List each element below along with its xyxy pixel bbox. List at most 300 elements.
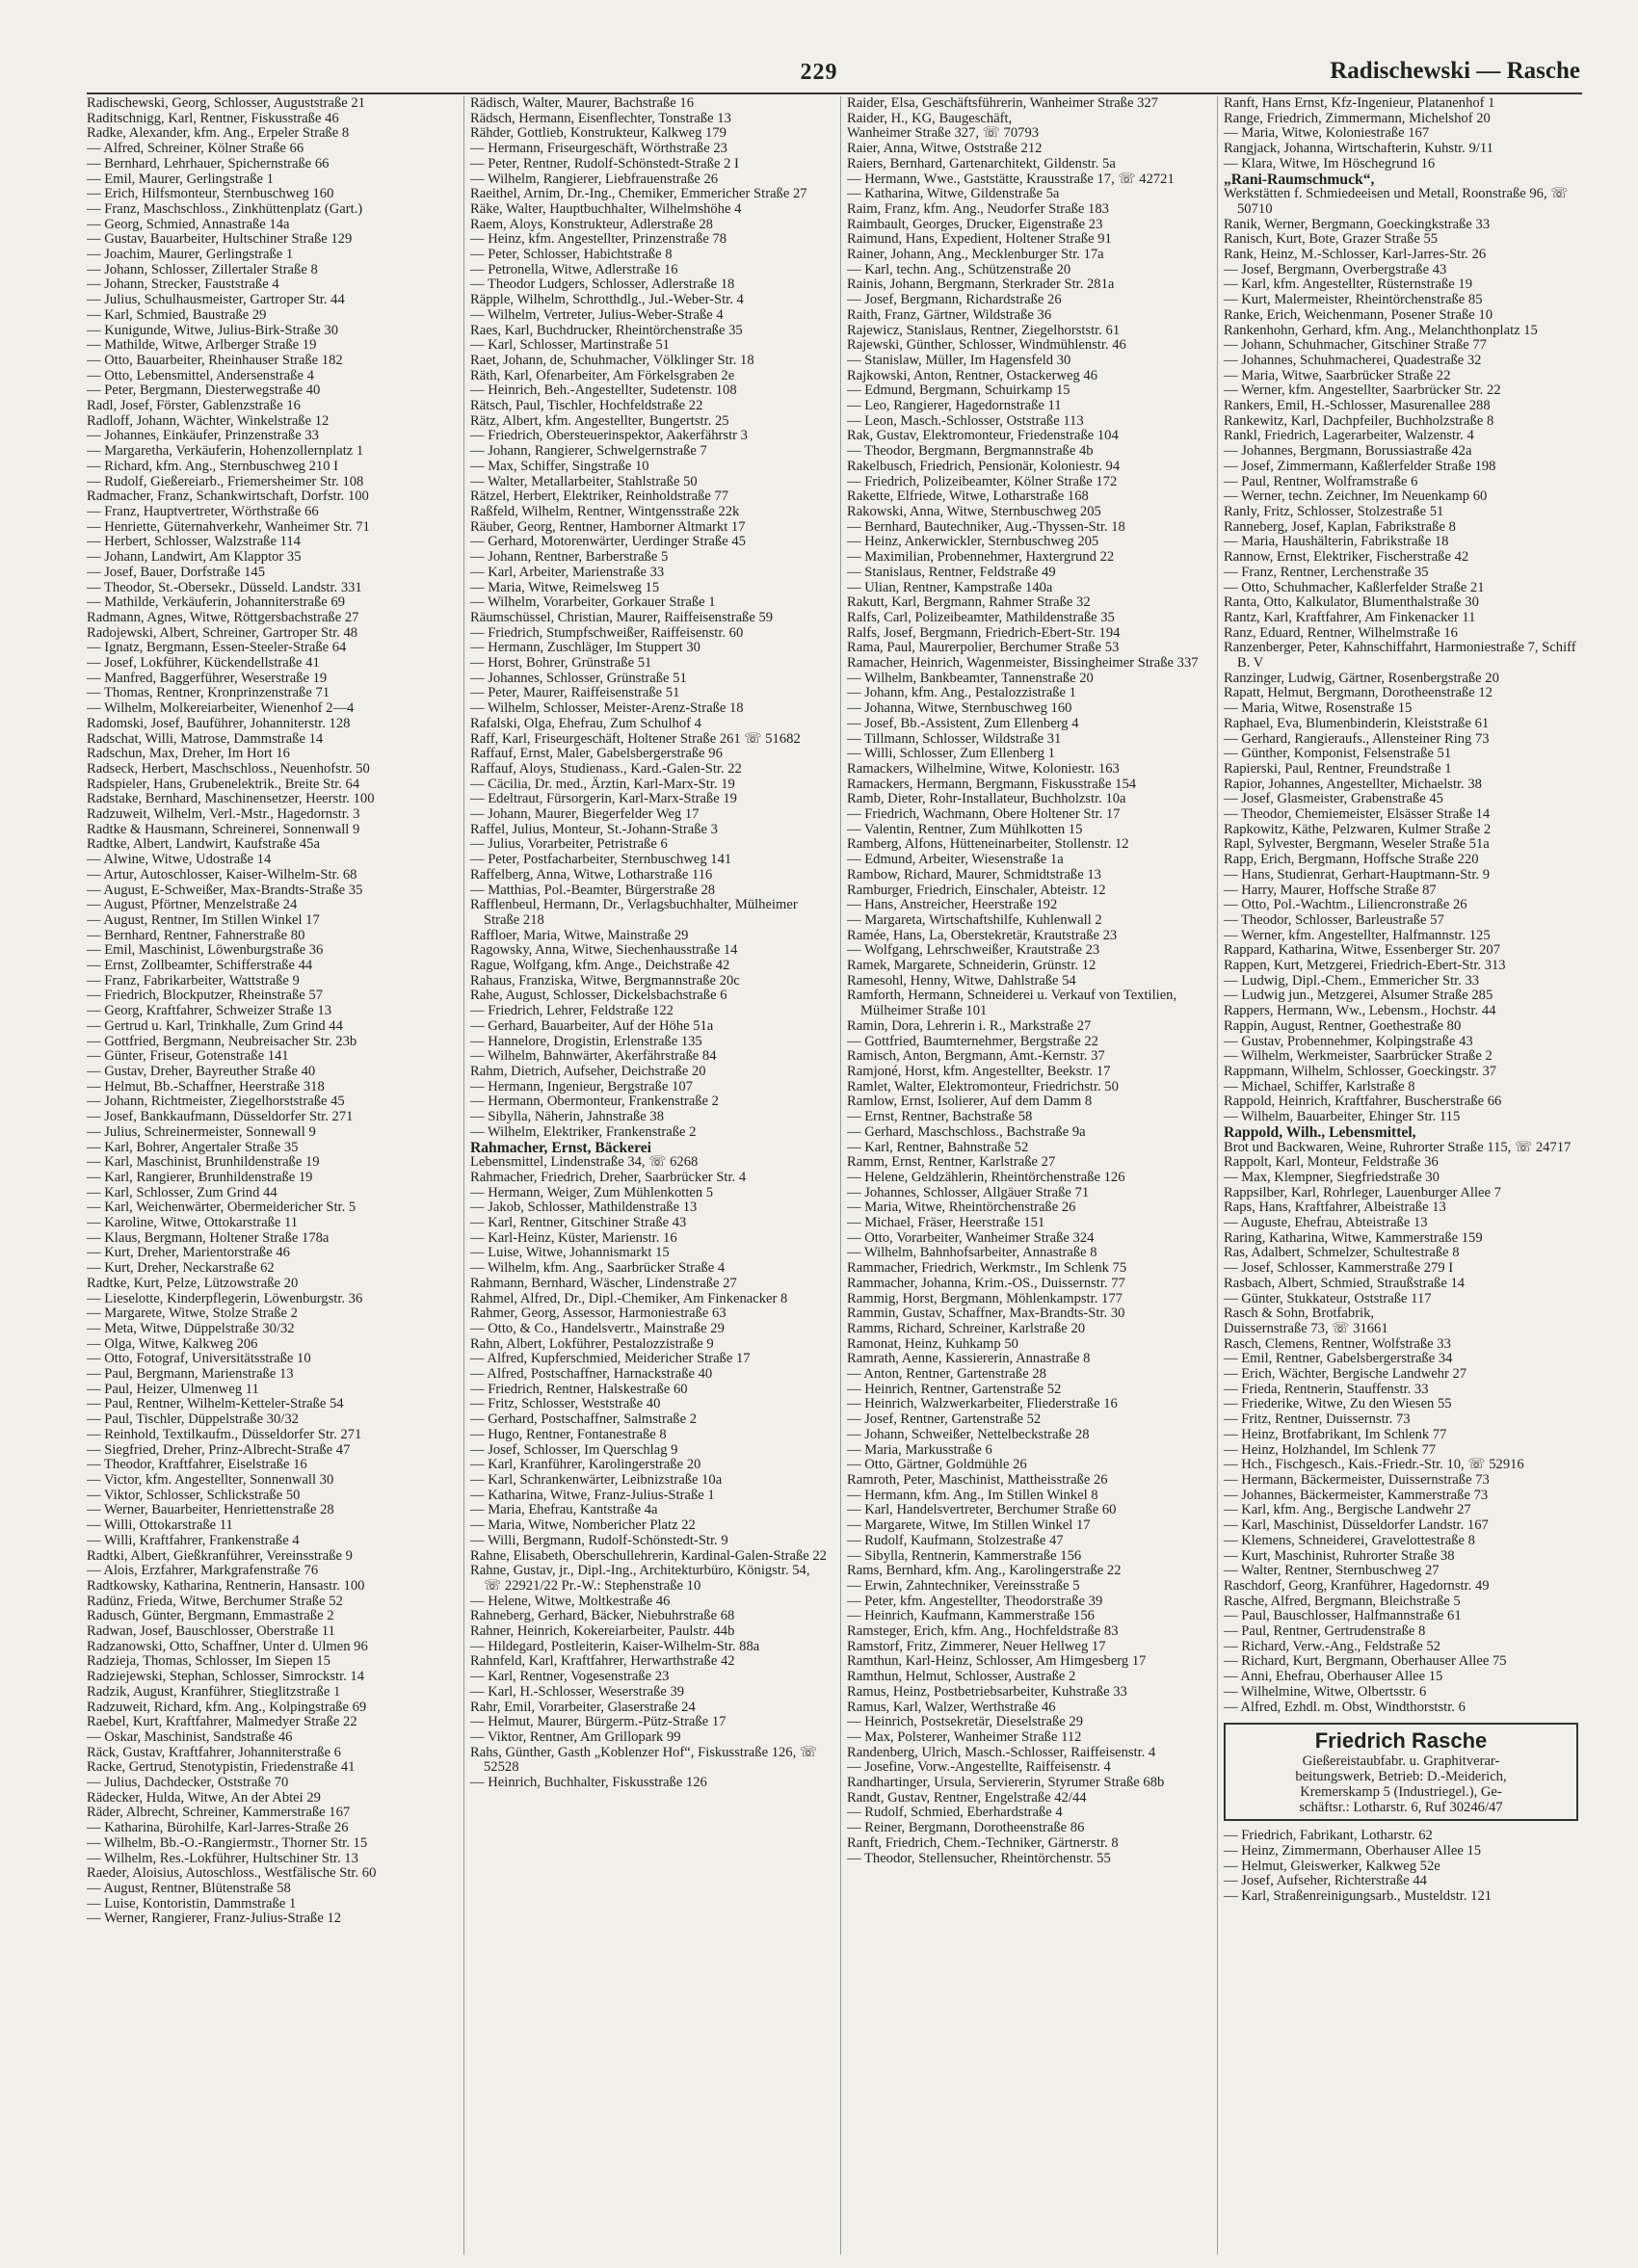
directory-entry: — Heinrich, Kaufmann, Kammerstraße 156 bbox=[847, 1608, 1095, 1624]
directory-entry: — Josef, Schlosser, Im Querschlag 9 bbox=[470, 1441, 678, 1458]
directory-entry: — Hermann, Ingenieur, Bergstraße 107 bbox=[470, 1078, 693, 1094]
directory-entry: Rahner, Heinrich, Kokereiarbeiter, Paulstr. 44b bbox=[470, 1623, 735, 1640]
directory-entry: Rafalski, Olga, Ehefrau, Zum Schulhof 4 bbox=[470, 715, 701, 731]
directory-entry: Ramforth, Hermann, Schneiderei u. Verkauf von Textilien, Mülheimer Straße 101 bbox=[847, 988, 1177, 1019]
directory-entry: — Heinrich, Buchhalter, Fiskusstraße 126 bbox=[470, 1775, 707, 1791]
directory-entry: „Rani-Raumschmuck“, bbox=[1224, 171, 1375, 188]
directory-entry: — Karl, Schmied, Baustraße 29 bbox=[87, 306, 267, 323]
directory-entry: Radke, Alexander, kfm. Ang., Erpeler Straße 8 bbox=[87, 125, 350, 142]
directory-entry: — Henriette, Güternahverkehr, Wanheimer Str. 71 bbox=[87, 518, 370, 535]
directory-entry: Rappin, August, Rentner, Goethestraße 80 bbox=[1224, 1017, 1462, 1034]
directory-entry: — Josef, Glasmeister, Grabenstraße 45 bbox=[1224, 791, 1443, 807]
directory-entry: Raes, Karl, Buchdrucker, Rheintörchenstraße 35 bbox=[470, 322, 743, 338]
directory-entry: Randhartinger, Ursula, Serviererin, Styrumer Straße 68b bbox=[847, 1775, 1165, 1791]
directory-entry: Rappold, Wilh., Lebensmittel, bbox=[1224, 1123, 1416, 1141]
directory-entry: Lebensmittel, Lindenstraße 34, ☏ 6268 bbox=[470, 1154, 699, 1171]
directory-entry: Rasch & Sohn, Brotfabrik, bbox=[1224, 1305, 1375, 1322]
directory-entry: — Gerhard, Rangieraufs., Allensteiner Ring 73 bbox=[1224, 730, 1490, 747]
directory-entry: Rajewicz, Stanislaus, Rentner, Ziegelhorststr. 61 bbox=[847, 322, 1121, 338]
directory-entry: — Heinz, Holzhandel, Im Schlenk 77 bbox=[1224, 1441, 1437, 1458]
directory-entry: Radl, Josef, Förster, Gablenzstraße 16 bbox=[87, 398, 301, 414]
directory-entry: — Theodor, Bergmann, Bergmannstraße 4b bbox=[847, 443, 1094, 460]
directory-entry: — Victor, kfm. Angestellter, Sonnenwall 30 bbox=[87, 1471, 334, 1488]
advertisement-box bbox=[1224, 1723, 1578, 1821]
directory-entry: Rätzel, Herbert, Elektriker, Reinholdstraße 77 bbox=[470, 488, 729, 505]
directory-entry: — Michael, Fräser, Heerstraße 151 bbox=[847, 1215, 1045, 1231]
directory-entry: Radmann, Agnes, Witwe, Röttgersbachstraße 27 bbox=[87, 609, 359, 625]
directory-entry: — Stanislaus, Rentner, Feldstraße 49 bbox=[847, 564, 1056, 580]
directory-entry: — Günther, Komponist, Felsenstraße 51 bbox=[1224, 746, 1452, 762]
directory-entry: — Günter, Stukkateur, Oststraße 117 bbox=[1224, 1290, 1432, 1306]
directory-entry: — Edeltraut, Fürsorgerin, Karl-Marx-Straße 19 bbox=[470, 791, 737, 807]
directory-entry: — Hch., Fischgesch., Kais.-Friedr.-Str. 10, ☏ 52916 bbox=[1224, 1457, 1524, 1473]
directory-entry: Raps, Hans, Kraftfahrer, Albeistraße 13 bbox=[1224, 1200, 1446, 1216]
directory-entry: Rahmel, Alfred, Dr., Dipl.-Chemiker, Am Finkenacker 8 bbox=[470, 1290, 788, 1306]
directory-entry: — Katharina, Bürohilfe, Karl-Jarres-Straße 26 bbox=[87, 1820, 349, 1836]
directory-entry: — Karl-Heinz, Küster, Marienstr. 16 bbox=[470, 1229, 677, 1246]
directory-entry: — Gerhard, Motorenwärter, Uerdinger Straße 45 bbox=[470, 534, 746, 550]
directory-entry: Rahnfeld, Karl, Kraftfahrer, Herwarthstraße 42 bbox=[470, 1653, 735, 1670]
directory-entry: — Lieselotte, Kinderpflegerin, Löwenburgstr. 36 bbox=[87, 1290, 363, 1306]
directory-entry: — Paul, Bauschlosser, Halfmannstraße 61 bbox=[1224, 1608, 1462, 1624]
directory-entry: Radtke, Kurt, Pelze, Lützowstraße 20 bbox=[87, 1275, 299, 1291]
directory-entry: — Theodor, St.-Obersekr., Düsseld. Landstr. 331 bbox=[87, 579, 362, 595]
directory-entry: Rahe, August, Schlosser, Dickelsbachstraße 6 bbox=[470, 988, 727, 1004]
directory-entry: — Alfred, Ezhdl. m. Obst, Windthorststr. 6 bbox=[1224, 1699, 1466, 1715]
directory-entry: Ramthun, Karl-Heinz, Schlosser, Am Himgesberg 17 bbox=[847, 1653, 1147, 1670]
directory-entry: Ramthun, Helmut, Schlosser, Austraße 2 bbox=[847, 1669, 1076, 1685]
directory-entry: Randt, Gustav, Rentner, Engelstraße 42/44 bbox=[847, 1789, 1087, 1806]
directory-entry: — Wilhelm, Vertreter, Julius-Weber-Straße 4 bbox=[470, 306, 724, 323]
directory-entry: — Mathilde, Verkäuferin, Johanniterstraße 69 bbox=[87, 594, 346, 611]
directory-entry: — Peter, kfm. Angestellter, Theodorstraße 39 bbox=[847, 1593, 1103, 1609]
directory-entry: — Johann, Strecker, Fauststraße 4 bbox=[87, 277, 279, 293]
directory-entry: Rapl, Sylvester, Bergmann, Weseler Straße 51a bbox=[1224, 836, 1490, 853]
directory-entry: Rajewski, Günther, Schlosser, Windmühlenstr. 46 bbox=[847, 337, 1126, 354]
directory-entry: Ramackers, Hermann, Bergmann, Fiskusstraße 154 bbox=[847, 776, 1137, 792]
directory-entry: — Peter, Bergmann, Diesterwegstraße 40 bbox=[87, 382, 321, 399]
directory-entry: — Matthias, Pol.-Beamter, Bürgerstraße 28 bbox=[470, 882, 716, 898]
directory-entry: — Franz, Maschschloss., Zinkhüttenplatz (Gart.) bbox=[87, 200, 363, 217]
directory-entry: — Josef, Bergmann, Overbergstraße 43 bbox=[1224, 261, 1447, 277]
directory-entry: Rahmann, Bernhard, Wäscher, Lindenstraße 27 bbox=[470, 1275, 737, 1291]
directory-entry: Raeithel, Arnim, Dr.-Ing., Chemiker, Emmericher Straße 27 bbox=[470, 186, 807, 202]
directory-entry: — Sibylla, Näherin, Jahnstraße 38 bbox=[470, 1109, 665, 1125]
directory-entry: Raith, Franz, Gärtner, Wildstraße 36 bbox=[847, 306, 1052, 323]
directory-entry: Rahm, Dietrich, Aufseher, Deichstraße 20 bbox=[470, 1064, 706, 1079]
directory-entry: Räke, Walter, Hauptbuchhalter, Wilhelmshöhe 4 bbox=[470, 200, 742, 217]
directory-entry: Ranke, Erich, Weichenmann, Posener Straße 10 bbox=[1224, 306, 1493, 323]
directory-entry: Ras, Adalbert, Schmelzer, Schultestraße 8 bbox=[1224, 1245, 1460, 1261]
directory-entry: Ramin, Dora, Lehrerin i. R., Markstraße 27 bbox=[847, 1017, 1092, 1034]
directory-entry: Rahn, Albert, Lokführer, Pestalozzistraße 9 bbox=[470, 1335, 714, 1352]
header-rule bbox=[87, 92, 1582, 94]
directory-entry: Raimbault, Georges, Drucker, Eigenstraße 23 bbox=[847, 216, 1103, 232]
directory-entry: Rammacher, Johanna, Krim.-OS., Duissernstr. 77 bbox=[847, 1275, 1125, 1291]
directory-entry: — Klaus, Bergmann, Holtener Straße 178a bbox=[87, 1229, 330, 1246]
directory-entry: — Kurt, Dreher, Neckarstraße 62 bbox=[87, 1260, 275, 1277]
directory-entry: — Wilhelm, Molkereiarbeiter, Wienenhof 2—4 bbox=[87, 700, 355, 717]
directory-entry: — Johann, Landwirt, Am Klapptor 35 bbox=[87, 549, 302, 566]
directory-entry: — Josef, Schlosser, Kammerstraße 279 I bbox=[1224, 1260, 1454, 1277]
directory-entry: — Johannes, Schlosser, Grünstraße 51 bbox=[470, 670, 687, 686]
directory-entry: — Gertrud u. Karl, Trinkhalle, Zum Grind 44 bbox=[87, 1017, 343, 1034]
directory-entry: — Richard, Verw.-Ang., Feldstraße 52 bbox=[1224, 1638, 1440, 1654]
directory-entry: — Johannes, Schuhmacherei, Quadestraße 32 bbox=[1224, 352, 1482, 368]
directory-entry: — Gerhard, Maschschloss., Bachstraße 9a bbox=[847, 1123, 1086, 1140]
directory-entry: — Wilhelm, Vorarbeiter, Gorkauer Straße 1 bbox=[470, 594, 716, 611]
directory-entry: — Alfred, Schreiner, Kölner Straße 66 bbox=[87, 141, 304, 157]
directory-entry: — Helmut, Bb.-Schaffner, Heerstraße 318 bbox=[87, 1078, 325, 1094]
page-number: 229 bbox=[800, 60, 838, 85]
directory-entry: — Karl, Schlosser, Martinstraße 51 bbox=[470, 337, 670, 354]
directory-entry: Raier, Anna, Witwe, Oststraße 212 bbox=[847, 141, 1043, 157]
running-head: Radischewski — Rasche bbox=[1330, 58, 1580, 84]
directory-entry: Ramek, Margarete, Schneiderin, Grünstr. 12 bbox=[847, 958, 1096, 974]
directory-entry: — Wilhelm, Bankbeamter, Tannenstraße 20 bbox=[847, 670, 1094, 686]
directory-entry: — Karl, Arbeiter, Marienstraße 33 bbox=[470, 564, 665, 580]
directory-entry: — Franz, Rentner, Lerchenstraße 35 bbox=[1224, 564, 1429, 580]
directory-entry: — Julius, Schreinermeister, Sonnewall 9 bbox=[87, 1123, 316, 1140]
directory-entry: — Maria, Witwe, Rosenstraße 15 bbox=[1224, 700, 1413, 717]
directory-entry: — Kurt, Maschinist, Ruhrorter Straße 38 bbox=[1224, 1547, 1455, 1564]
directory-entry: — Josefine, Vorw.-Angestellte, Raiffeisenstr. 4 bbox=[847, 1759, 1111, 1776]
directory-entry: Ramberg, Alfons, Hütteneinarbeiter, Stollenstr. 12 bbox=[847, 836, 1129, 853]
directory-entry: — Karl, Handelsvertreter, Berchumer Straße 60 bbox=[847, 1502, 1117, 1518]
directory-entry: — Hugo, Rentner, Fontanestraße 8 bbox=[470, 1426, 667, 1442]
directory-entry: — Friedrich, Rentner, Halskestraße 60 bbox=[470, 1381, 688, 1397]
directory-entry: — Hildegard, Postleiterin, Kaiser-Wilhelm-Str. 88a bbox=[470, 1638, 760, 1654]
directory-entry: Radtke, Albert, Landwirt, Kaufstraße 45a bbox=[87, 836, 320, 853]
directory-entry: — Helene, Geldzählerin, Rheintörchenstraße 126 bbox=[847, 1169, 1125, 1185]
directory-entry: Ramjoné, Horst, kfm. Angestellter, Beekstr. 17 bbox=[847, 1064, 1111, 1079]
directory-entry: Rafflenbeul, Hermann, Dr., Verlagsbuchhalter, Mülheimer Straße 218 bbox=[470, 897, 798, 928]
directory-entry: Ramée, Hans, La, Oberstekretär, Krautstraße 23 bbox=[847, 927, 1118, 943]
directory-entry: — Auguste, Ehefrau, Abteistraße 13 bbox=[1224, 1215, 1428, 1231]
advertisement-line: Gießereistaubfabr. u. Graphitverar- bbox=[1302, 1754, 1500, 1770]
column-1 bbox=[87, 96, 452, 2255]
directory-entry: — Reinhold, Textilkaufm., Düsseldorfer Str. 271 bbox=[87, 1426, 362, 1442]
directory-entry: Rakelbusch, Friedrich, Pensionär, Koloniestr. 94 bbox=[847, 458, 1121, 474]
directory-entry: — Theodor Ludgers, Schlosser, Adlerstraße 18 bbox=[470, 277, 735, 293]
directory-entry: Raffelberg, Anna, Witwe, Lotharstraße 116 bbox=[470, 866, 713, 883]
directory-entry: — Edmund, Arbeiter, Wiesenstraße 1a bbox=[847, 852, 1064, 868]
directory-entry: — Valentin, Rentner, Zum Mühlkotten 15 bbox=[847, 821, 1083, 837]
directory-entry: — Paul, Heizer, Ulmenweg 11 bbox=[87, 1381, 259, 1397]
directory-entry: — Ernst, Zollbeamter, Schifferstraße 44 bbox=[87, 958, 313, 974]
directory-entry: — Franz, Fabrikarbeiter, Wattstraße 9 bbox=[87, 972, 300, 989]
directory-entry: — Maria, Witwe, Saarbrücker Straße 22 bbox=[1224, 367, 1451, 383]
directory-entry: — Willi, Ottokarstraße 11 bbox=[87, 1517, 233, 1534]
directory-entry: — Sibylla, Rentnerin, Kammerstraße 156 bbox=[847, 1547, 1082, 1564]
directory-entry: — Leon, Masch.-Schlosser, Oststraße 113 bbox=[847, 412, 1084, 429]
column-2 bbox=[463, 96, 829, 2255]
directory-entry: — Helmut, Gleiswerker, Kalkweg 52e bbox=[1224, 1858, 1440, 1874]
directory-entry: — Gustav, Bauarbeiter, Hultschiner Straße 129 bbox=[87, 231, 353, 248]
directory-entry: — Karl, Bohrer, Angertaler Straße 35 bbox=[87, 1139, 299, 1155]
directory-entry: Ranta, Otto, Kalkulator, Blumenthalstraße 30 bbox=[1224, 594, 1479, 611]
directory-entry: Ranft, Friedrich, Chem.-Techniker, Gärtnerstr. 8 bbox=[847, 1834, 1119, 1851]
directory-entry: — Werner, Rangierer, Franz-Julius-Straße 12 bbox=[87, 1911, 342, 1927]
directory-entry: Raebel, Kurt, Kraftfahrer, Malmedyer Straße 22 bbox=[87, 1714, 357, 1730]
directory-entry: Ramrath, Aenne, Kassiererin, Annastraße 8 bbox=[847, 1351, 1091, 1367]
directory-entry: Radwan, Josef, Bauschlosser, Oberstraße 11 bbox=[87, 1623, 335, 1640]
directory-entry: Ramacher, Heinrich, Wagenmeister, Bissingheimer Straße 337 bbox=[847, 655, 1199, 672]
directory-entry: — Max, Polsterer, Wanheimer Straße 112 bbox=[847, 1728, 1082, 1745]
directory-entry: — Josef, Bankkaufmann, Düsseldorfer Str. 271 bbox=[87, 1109, 354, 1125]
directory-entry: Räuber, Georg, Rentner, Hamborner Altmarkt 17 bbox=[470, 518, 746, 535]
directory-entry: — Karl, Maschinist, Düsseldorfer Landstr. 167 bbox=[1224, 1517, 1489, 1534]
directory-entry: Raet, Johann, de, Schuhmacher, Völklinger Str. 18 bbox=[470, 352, 754, 368]
directory-entry: Rague, Wolfgang, kfm. Ange., Deichstraße 42 bbox=[470, 958, 730, 974]
directory-entry: Rannow, Ernst, Elektriker, Fischerstraße 42 bbox=[1224, 549, 1469, 566]
directory-entry: Rapp, Erich, Bergmann, Hoffsche Straße 220 bbox=[1224, 852, 1479, 868]
directory-entry: — Tillmann, Schlosser, Wildstraße 31 bbox=[847, 730, 1062, 747]
directory-entry: — Emil, Maschinist, Löwenburgstraße 36 bbox=[87, 942, 324, 959]
directory-entry: Radzik, August, Kranführer, Stieglitzstraße 1 bbox=[87, 1683, 341, 1700]
directory-entry: — Harry, Maurer, Hoffsche Straße 87 bbox=[1224, 882, 1437, 898]
directory-entry: Ramstorf, Fritz, Zimmerer, Neuer Hellweg 17 bbox=[847, 1638, 1106, 1654]
directory-entry: — Karl, kfm. Angestellter, Rüsternstraße 19 bbox=[1224, 277, 1472, 293]
directory-entry: — Margarete, Witwe, Stolze Straße 2 bbox=[87, 1305, 298, 1322]
directory-entry: Radmacher, Franz, Schankwirtschaft, Dorfstr. 100 bbox=[87, 488, 369, 505]
directory-entry: — Olga, Witwe, Kalkweg 206 bbox=[87, 1335, 258, 1352]
directory-entry: Radojewski, Albert, Schreiner, Gartroper Str. 48 bbox=[87, 624, 358, 641]
directory-entry: — Kurt, Malermeister, Rheintörchenstraße 85 bbox=[1224, 292, 1483, 308]
directory-entry: Wanheimer Straße 327, ☏ 70793 bbox=[847, 125, 1040, 142]
directory-entry: Rangjack, Johanna, Wirtschafterin, Kuhstr. 9/11 bbox=[1224, 141, 1493, 157]
directory-entry: Räder, Albrecht, Schreiner, Kammerstraße 167 bbox=[87, 1805, 351, 1821]
directory-entry: Rapior, Johannes, Angestellter, Michaelstr. 38 bbox=[1224, 776, 1482, 792]
directory-entry: — Bernhard, Bautechniker, Aug.-Thyssen-Str. 18 bbox=[847, 518, 1125, 535]
directory-entry: — Johann, Rentner, Barberstraße 5 bbox=[470, 549, 669, 566]
directory-entry: Rambow, Richard, Maurer, Schmidtstraße 13 bbox=[847, 866, 1101, 883]
directory-entry: — Heinz, kfm. Angestellter, Prinzenstraße 78 bbox=[470, 231, 727, 248]
directory-entry: Raffauf, Ernst, Maler, Gabelsbergerstraße 96 bbox=[470, 746, 723, 762]
directory-entry: — Otto, Vorarbeiter, Wanheimer Straße 324 bbox=[847, 1229, 1095, 1246]
directory-entry: — Margareta, Wirtschaftshilfe, Kuhlenwall 2 bbox=[847, 911, 1102, 928]
directory-entry: Ranisch, Kurt, Bote, Grazer Straße 55 bbox=[1224, 231, 1439, 248]
directory-entry: Rankl, Friedrich, Lagerarbeiter, Walzenstr. 4 bbox=[1224, 428, 1474, 444]
directory-entry: Radzieja, Thomas, Schlosser, Im Siepen 15 bbox=[87, 1653, 330, 1670]
directory-entry: — Bernhard, Rentner, Fahnerstraße 80 bbox=[87, 927, 305, 943]
directory-entry: — Walter, Rentner, Sternbuschweg 27 bbox=[1224, 1563, 1440, 1579]
directory-entry: Räth, Karl, Ofenarbeiter, Am Förkelsgraben 2e bbox=[470, 367, 735, 383]
directory-entry: Räumschüssel, Christian, Maurer, Raiffeisenstraße 59 bbox=[470, 609, 774, 625]
directory-entry: — Wilhelm, Bahnhofsarbeiter, Annastraße 8 bbox=[847, 1245, 1097, 1261]
directory-entry: — Josef, Rentner, Gartenstraße 52 bbox=[847, 1411, 1042, 1428]
directory-entry: — Friedrich, Obersteuerinspektor, Aakerfährstr 3 bbox=[470, 428, 748, 444]
directory-entry: — Otto, Fotograf, Universitätsstraße 10 bbox=[87, 1351, 311, 1367]
directory-entry: — Johann, kfm. Ang., Pestalozzistraße 1 bbox=[847, 685, 1076, 701]
directory-entry: — Anton, Rentner, Gartenstraße 28 bbox=[847, 1366, 1046, 1383]
directory-entry: — Margarete, Witwe, Im Stillen Winkel 17 bbox=[847, 1517, 1091, 1534]
directory-entry: — Wilhelm, Bb.-O.-Rangiermstr., Thorner Str. 15 bbox=[87, 1834, 368, 1851]
directory-entry: Rasche, Alfred, Bergmann, Bleichstraße 5 bbox=[1224, 1593, 1461, 1609]
directory-entry: — Friedrich, Fabrikant, Lotharstr. 62 bbox=[1224, 1828, 1433, 1844]
directory-entry: Ragowsky, Anna, Witwe, Siechenhausstraße 14 bbox=[470, 942, 738, 959]
directory-entry: — Klemens, Schneiderei, Gravelottestraße 8 bbox=[1224, 1532, 1475, 1548]
directory-entry: Ramm, Ernst, Rentner, Karlstraße 27 bbox=[847, 1154, 1056, 1171]
directory-entry: Räpple, Wilhelm, Schrotthdlg., Jul.-Weber-Str. 4 bbox=[470, 292, 744, 308]
directory-entry: Ramus, Heinz, Postbetriebsarbeiter, Kuhstraße 33 bbox=[847, 1683, 1127, 1700]
directory-entry: — Willi, Bergmann, Rudolf-Schönstedt-Str. 9 bbox=[470, 1532, 728, 1548]
directory-entry: Ramlow, Ernst, Isolierer, Auf dem Damm 8 bbox=[847, 1094, 1093, 1110]
directory-entry: — Peter, Rentner, Rudolf-Schönstedt-Straße 2 I bbox=[470, 155, 739, 171]
directory-entry: — Franz, Hauptvertreter, Wörthstraße 66 bbox=[87, 503, 319, 519]
directory-entry: Raff, Karl, Friseurgeschäft, Holtener Straße 261 ☏ 51682 bbox=[470, 730, 801, 747]
directory-entry: — Werner, kfm. Angestellter, Halfmannstr. 125 bbox=[1224, 927, 1491, 943]
directory-entry: Radschun, Max, Dreher, Im Hort 16 bbox=[87, 746, 290, 762]
directory-entry: — Max, Schiffer, Singstraße 10 bbox=[470, 458, 649, 474]
directory-entry: Raschdorf, Georg, Kranführer, Hagedornstr. 49 bbox=[1224, 1577, 1490, 1594]
directory-entry: — Werner, Bauarbeiter, Henriettenstraße 28 bbox=[87, 1502, 334, 1518]
directory-entry: — Katharina, Witwe, Franz-Julius-Straße 1 bbox=[470, 1487, 715, 1503]
directory-entry: — Walter, Metallarbeiter, Stahlstraße 50 bbox=[470, 473, 698, 489]
directory-entry: — Viktor, Schlosser, Schlickstraße 50 bbox=[87, 1487, 301, 1503]
directory-entry: Ranzenberger, Peter, Kahnschiffahrt, Harmoniestraße 7, Schiff B. V bbox=[1224, 640, 1576, 672]
advertisement-title: Friedrich Rasche bbox=[1314, 1728, 1488, 1754]
directory-entry: — Otto, Lebensmittel, Andersenstraße 4 bbox=[87, 367, 314, 383]
directory-entry: — Johann, Rangierer, Schwelgernstraße 7 bbox=[470, 443, 707, 460]
directory-entry: Radseck, Herbert, Maschschloss., Neuenhofstr. 50 bbox=[87, 760, 370, 777]
directory-entry: — Karl, Schrankenwärter, Leibnizstraße 10a bbox=[470, 1471, 723, 1488]
directory-entry: — Richard, Kurt, Bergmann, Oberhauser Allee 75 bbox=[1224, 1653, 1507, 1670]
directory-entry: Raffauf, Aloys, Studienass., Kard.-Galen-Str. 22 bbox=[470, 760, 742, 777]
directory-entry: — Paul, Rentner, Wilhelm-Ketteler-Straße 54 bbox=[87, 1396, 344, 1412]
column-3 bbox=[840, 96, 1205, 2255]
directory-entry: — Hermann, kfm. Ang., Im Stillen Winkel 8 bbox=[847, 1487, 1098, 1503]
directory-entry: — Hans, Anstreicher, Heerstraße 192 bbox=[847, 897, 1058, 913]
directory-entry: Rank, Heinz, M.-Schlosser, Karl-Jarres-Str. 26 bbox=[1224, 247, 1487, 263]
directory-entry: — Karl, Rentner, Gitschiner Straße 43 bbox=[470, 1215, 687, 1231]
directory-entry: Rajkowski, Anton, Rentner, Ostackerweg 46 bbox=[847, 367, 1098, 383]
directory-entry: — Josef, Bb.-Assistent, Zum Ellenberg 4 bbox=[847, 715, 1079, 731]
directory-entry: Radstake, Bernhard, Maschinensetzer, Heerstr. 100 bbox=[87, 791, 375, 807]
directory-entry: Rammin, Gustav, Schaffner, Max-Brandts-Str. 30 bbox=[847, 1305, 1125, 1322]
directory-entry: — Max, Klempner, Siegfriedstraße 30 bbox=[1224, 1169, 1440, 1185]
directory-entry: — Paul, Rentner, Gertrudenstraße 8 bbox=[1224, 1623, 1426, 1640]
directory-entry: — Gottfried, Baumternehmer, Bergstraße 22 bbox=[847, 1033, 1098, 1049]
directory-entry: — Maria, Witwe, Nombericher Platz 22 bbox=[470, 1517, 696, 1534]
directory-entry: Rankewitz, Karl, Dachpfeiler, Buchholzstraße 8 bbox=[1224, 412, 1494, 429]
directory-entry: Raider, Elsa, Geschäftsführerin, Wanheimer Straße 327 bbox=[847, 96, 1158, 111]
directory-entry: — Johann, Maurer, Biegerfelder Weg 17 bbox=[470, 806, 700, 823]
directory-entry: Rapatt, Helmut, Bergmann, Dorotheenstraße 12 bbox=[1224, 685, 1493, 701]
directory-entry: — Oskar, Maschinist, Sandstraße 46 bbox=[87, 1728, 293, 1745]
directory-entry: Rammacher, Friedrich, Werkmstr., Im Schlenk 75 bbox=[847, 1260, 1127, 1277]
directory-entry: — Johannes, Einkäufer, Prinzenstraße 33 bbox=[87, 428, 319, 444]
directory-entry: — Ludwig, Dipl.-Chem., Emmericher Str. 33 bbox=[1224, 972, 1480, 989]
directory-entry: — Paul, Bergmann, Marienstraße 13 bbox=[87, 1366, 294, 1383]
directory-entry: — Karl, Kranführer, Karolingerstraße 20 bbox=[470, 1457, 701, 1473]
directory-entry: — Otto, Bauarbeiter, Rheinhauser Straße 182 bbox=[87, 352, 343, 368]
directory-entry: — August, E-Schweißer, Max-Brandts-Straße 35 bbox=[87, 882, 363, 898]
directory-entry: Ramackers, Wilhelmine, Witwe, Koloniestr. 163 bbox=[847, 760, 1120, 777]
directory-entry: — Kunigunde, Witwe, Julius-Birk-Straße 30 bbox=[87, 322, 338, 338]
directory-entry: — Ernst, Rentner, Bachstraße 58 bbox=[847, 1109, 1033, 1125]
directory-entry: Raim, Franz, kfm. Ang., Neudorfer Straße 183 bbox=[847, 200, 1109, 217]
directory-entry: Raeder, Aloisius, Autoschloss., Westfälische Str. 60 bbox=[87, 1865, 377, 1882]
directory-entry: Radloff, Johann, Wächter, Winkelstraße 12 bbox=[87, 412, 330, 429]
directory-columns bbox=[87, 96, 1582, 2255]
directory-entry: — Herbert, Schlosser, Walzstraße 114 bbox=[87, 534, 301, 550]
directory-entry: Ralfs, Carl, Polizeibeamter, Mathildenstraße 35 bbox=[847, 609, 1115, 625]
directory-entry: — Julius, Vorarbeiter, Petristraße 6 bbox=[470, 836, 668, 853]
directory-entry: — Alfred, Postschaffner, Harnackstraße 40 bbox=[470, 1366, 713, 1383]
directory-entry: — Wilhelmine, Witwe, Olbertsstr. 6 bbox=[1224, 1683, 1427, 1700]
directory-entry: Ranik, Werner, Bergmann, Goeckingkstraße 33 bbox=[1224, 216, 1491, 232]
directory-entry: Rakette, Elfriede, Witwe, Lotharstraße 168 bbox=[847, 488, 1089, 505]
directory-entry: — Maria, Markusstraße 6 bbox=[847, 1441, 992, 1458]
directory-entry: — Maria, Witwe, Reimelsweg 15 bbox=[470, 579, 660, 595]
advertisement-line: schäftsr.: Lotharstr. 6, Ruf 30246/47 bbox=[1299, 1800, 1503, 1816]
directory-entry: — Karl, Straßenreinigungsarb., Musteldstr. 121 bbox=[1224, 1888, 1493, 1905]
directory-entry: Rähder, Gottlieb, Konstrukteur, Kalkweg 179 bbox=[470, 125, 727, 142]
directory-entry: Rasbach, Albert, Schmied, Straußstraße 14 bbox=[1224, 1275, 1466, 1291]
directory-entry: — Stanislaw, Müller, Im Hagensfeld 30 bbox=[847, 352, 1071, 368]
directory-entry: Ramb, Dieter, Rohr-Installateur, Buchholzstr. 10a bbox=[847, 791, 1126, 807]
directory-entry: — Karl, H.-Schlosser, Weserstraße 39 bbox=[470, 1683, 685, 1700]
directory-entry: — Maria, Ehefrau, Kantstraße 4a bbox=[470, 1502, 658, 1518]
directory-entry: Rainis, Johann, Bergmann, Sterkrader Str. 281a bbox=[847, 277, 1115, 293]
directory-entry: Ralfs, Josef, Bergmann, Friedrich-Ebert-Str. 194 bbox=[847, 624, 1121, 641]
directory-entry: — Cäcilia, Dr. med., Ärztin, Karl-Marx-Str. 19 bbox=[470, 776, 735, 792]
directory-entry: — Ignatz, Bergmann, Essen-Steeler-Straße 64 bbox=[87, 640, 347, 656]
directory-entry: Raiers, Bernhard, Gartenarchitekt, Gildenstr. 5a bbox=[847, 155, 1116, 171]
directory-entry: — Friederike, Witwe, Zu den Wiesen 55 bbox=[1224, 1396, 1452, 1412]
directory-entry: — Otto, Schuhmacher, Kaßlerfelder Straße 21 bbox=[1224, 579, 1485, 595]
directory-entry: — Erich, Wächter, Bergische Landwehr 27 bbox=[1224, 1366, 1467, 1383]
directory-entry: — Peter, Maurer, Raiffeisenstraße 51 bbox=[470, 685, 680, 701]
directory-entry: Rätsch, Paul, Tischler, Hochfeldstraße 22 bbox=[470, 398, 703, 414]
directory-entry: — Josef, Bauer, Dorfstraße 145 bbox=[87, 564, 266, 580]
directory-entry: Ranft, Hans Ernst, Kfz-Ingenieur, Platanenhof 1 bbox=[1224, 96, 1495, 111]
directory-entry: — Friedrich, Wachmann, Obere Holtener Str. 17 bbox=[847, 806, 1121, 823]
directory-entry: — Josef, Aufseher, Richterstraße 44 bbox=[1224, 1873, 1427, 1889]
directory-entry: — Werner, techn. Zeichner, Im Neuenkamp 60 bbox=[1224, 488, 1488, 505]
directory-entry: Rahmacher, Ernst, Bäckerei bbox=[470, 1139, 651, 1156]
directory-entry: — Helene, Witwe, Moltkestraße 46 bbox=[470, 1593, 671, 1609]
directory-entry: — Heinz, Brotfabrikant, Im Schlenk 77 bbox=[1224, 1426, 1447, 1442]
directory-entry: — Friedrich, Lehrer, Feldstraße 122 bbox=[470, 1003, 674, 1019]
directory-entry: — Edmund, Bergmann, Schuirkamp 15 bbox=[847, 382, 1070, 399]
directory-entry: Rahs, Günther, Gasth „Koblenzer Hof“, Fiskusstraße 126, ☏ 52528 bbox=[470, 1744, 818, 1776]
advertisement-line: Kremerskamp 5 (Industriegel.), Ge- bbox=[1300, 1784, 1502, 1801]
directory-entry: Ramesohl, Henny, Witwe, Dahlstraße 54 bbox=[847, 972, 1076, 989]
directory-entry: Ramroth, Peter, Maschinist, Mattheisstraße 26 bbox=[847, 1471, 1108, 1488]
directory-entry: — Paul, Rentner, Wolframstraße 6 bbox=[1224, 473, 1418, 489]
directory-entry: — Karl, Weichenwärter, Obermeidericher Str. 5 bbox=[87, 1200, 357, 1216]
directory-entry: — Erwin, Zahntechniker, Vereinsstraße 5 bbox=[847, 1577, 1080, 1594]
directory-entry: — Gustav, Probennehmer, Kolpingstraße 43 bbox=[1224, 1033, 1473, 1049]
directory-entry: — Fritz, Schlosser, Weststraße 40 bbox=[470, 1396, 661, 1412]
directory-entry: — Gottfried, Bergmann, Neubreisacher Str. 23b bbox=[87, 1033, 357, 1049]
directory-entry: — Petronella, Witwe, Adlerstraße 16 bbox=[470, 261, 678, 277]
directory-entry: — Fritz, Rentner, Duissernstr. 73 bbox=[1224, 1411, 1411, 1428]
directory-entry: Radünz, Frieda, Witwe, Berchumer Straße 52 bbox=[87, 1593, 343, 1609]
directory-entry: — Hans, Studienrat, Gerhart-Hauptmann-Str. 9 bbox=[1224, 866, 1491, 883]
directory-entry: — Kurt, Dreher, Marientorstraße 46 bbox=[87, 1245, 290, 1261]
directory-entry: Ranzinger, Ludwig, Gärtner, Rosenbergstraße 20 bbox=[1224, 670, 1499, 686]
directory-entry: — Johann, Richtmeister, Ziegelhorststraße 45 bbox=[87, 1094, 345, 1110]
directory-entry: Radzanowski, Otto, Schaffner, Unter d. Ulmen 96 bbox=[87, 1638, 368, 1654]
directory-entry: — Gerhard, Bauarbeiter, Auf der Höhe 51a bbox=[470, 1017, 714, 1034]
directory-entry: — Heinz, Zimmermann, Oberhauser Allee 15 bbox=[1224, 1842, 1482, 1859]
directory-entry: Ramms, Richard, Schreiner, Karlstraße 20 bbox=[847, 1320, 1086, 1336]
directory-entry: Racke, Gertrud, Stenotypistin, Friedenstraße 41 bbox=[87, 1759, 356, 1776]
directory-entry: Raditschnigg, Karl, Rentner, Fiskusstraße 46 bbox=[87, 110, 339, 126]
